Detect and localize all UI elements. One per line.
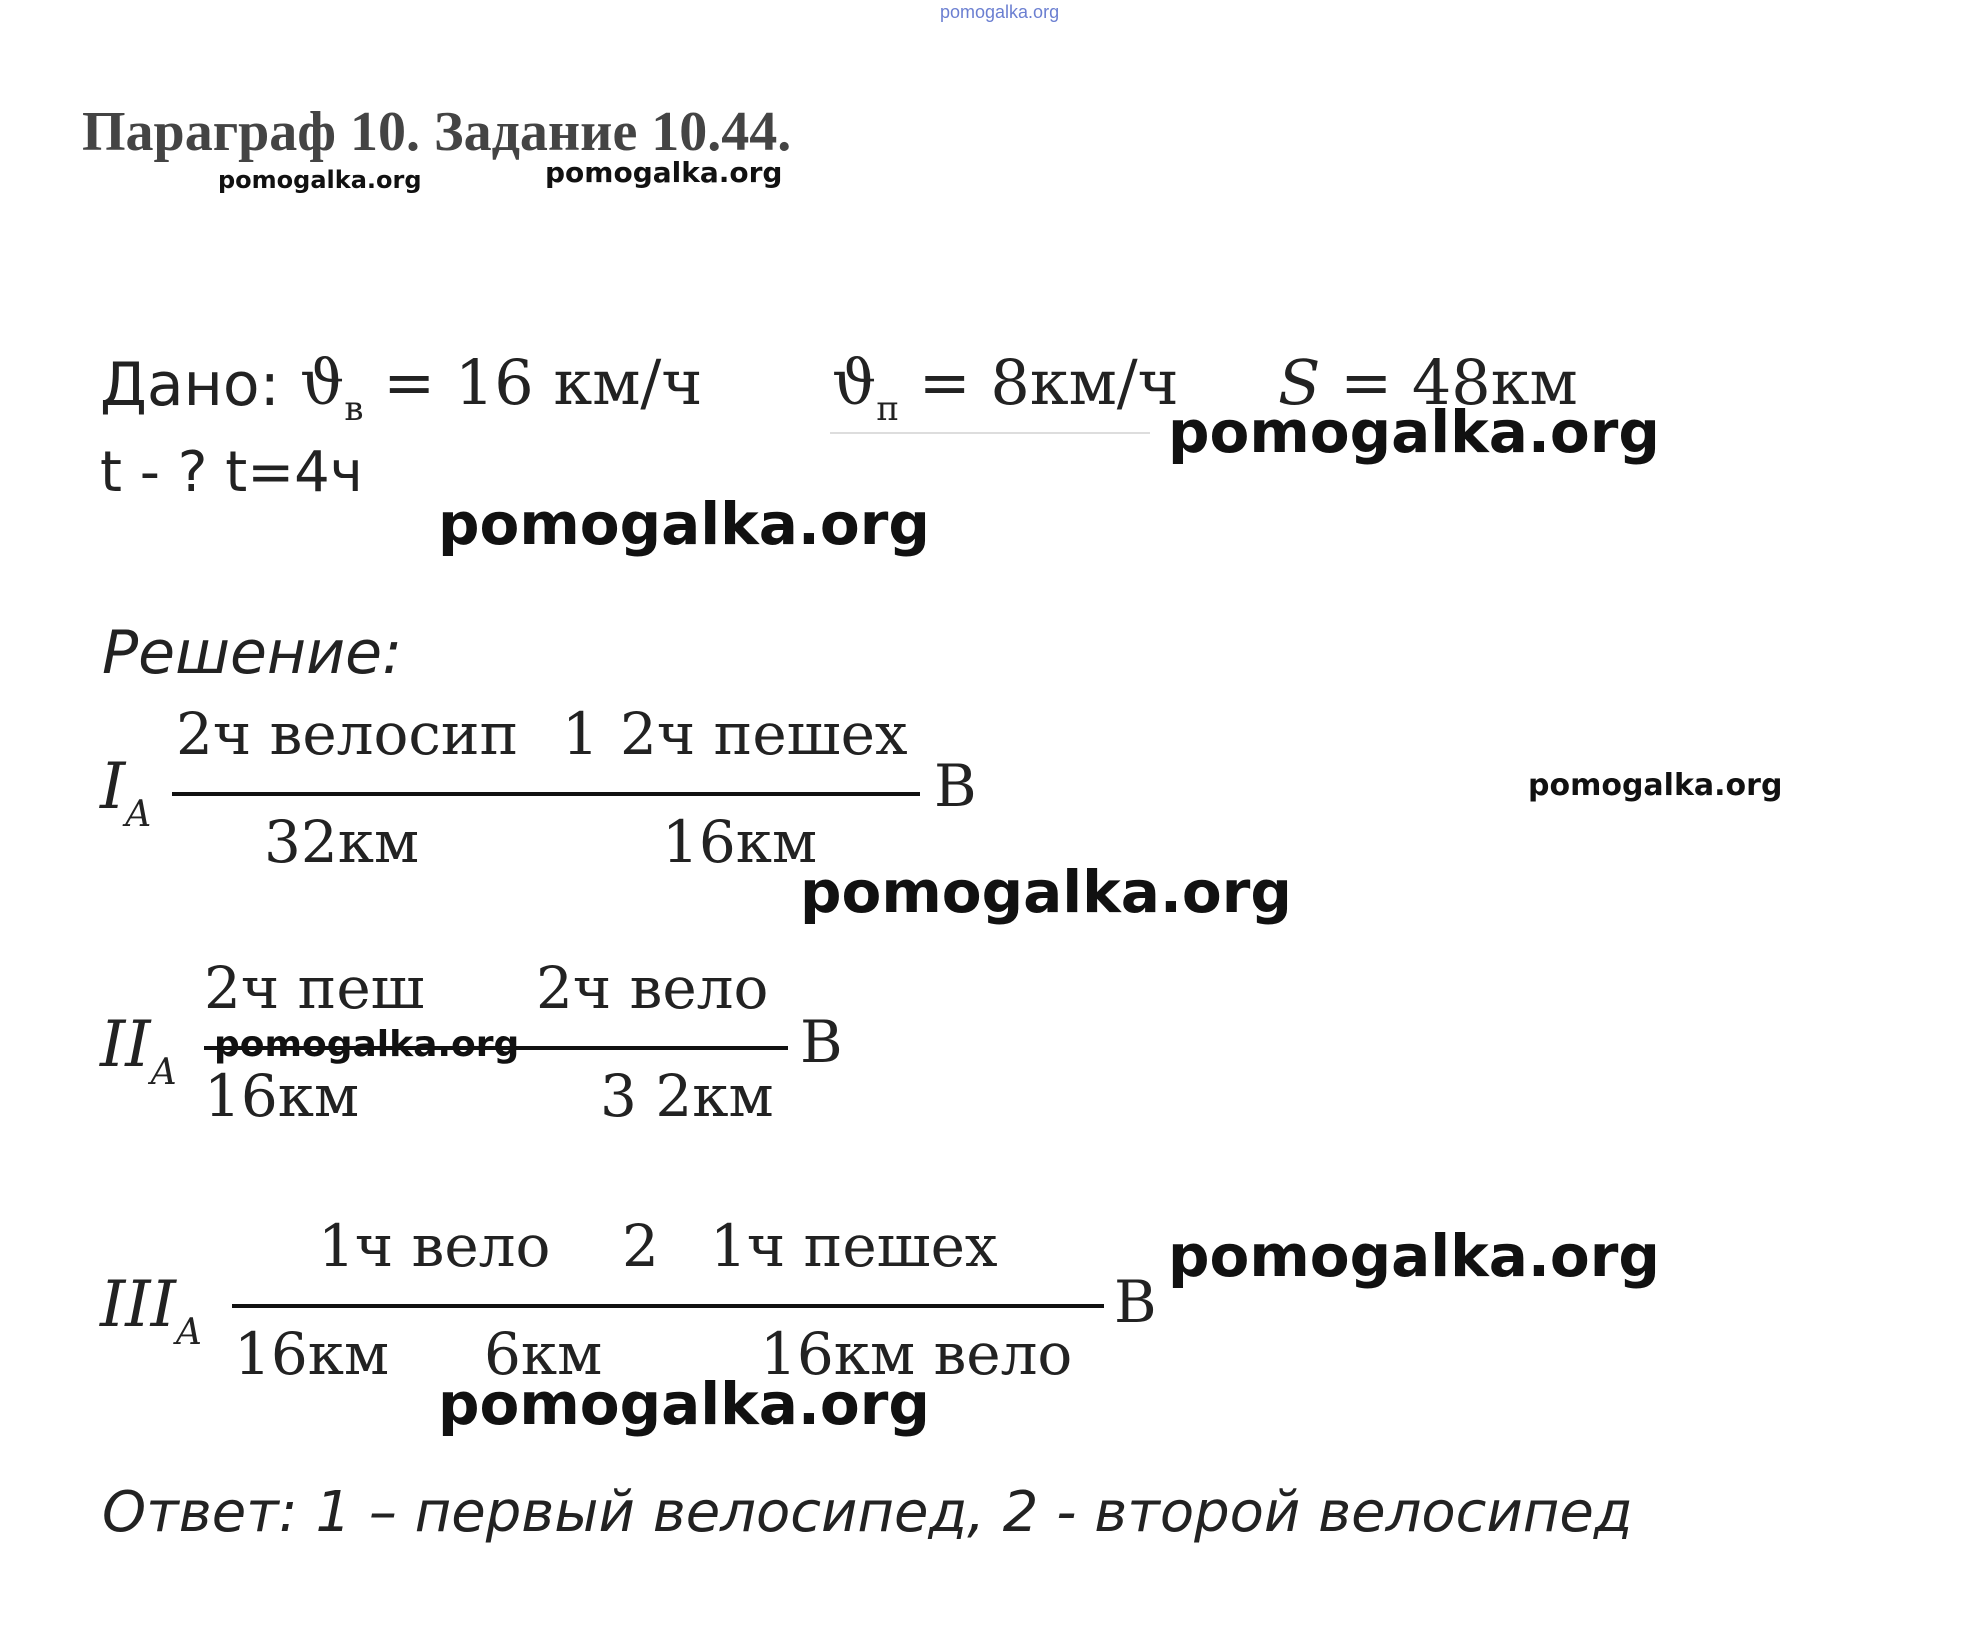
case1-numerator-right: 2ч пешех — [620, 700, 908, 768]
case3-tail: B — [1114, 1268, 1157, 1336]
case1-denominator-right: 16км — [662, 808, 818, 876]
given-underline — [830, 432, 1150, 434]
case1-numerator-left: 2ч велосип — [176, 700, 519, 768]
question-line: t - ? t=4ч — [100, 440, 363, 505]
watermark: pomogalka.org — [800, 858, 1292, 926]
given-distance: S = 48км — [1278, 346, 1578, 419]
watermark: pomogalka.org — [438, 1370, 930, 1438]
case2-denominator-left: 16км — [204, 1062, 360, 1130]
given-speed-bike: $ϑ_в = 16$ км/ч — [300, 346, 703, 429]
case3-numerator-mid: 2 — [622, 1212, 659, 1280]
case2-numerator-right: 2ч вело — [536, 954, 769, 1022]
watermark: pomogalka.org — [1528, 768, 1783, 803]
watermark-top: pomogalka.org — [940, 2, 1060, 22]
case2-label: $II_A$ — [100, 1008, 177, 1093]
case1-denominator-left: 32км — [264, 808, 420, 876]
case3-numerator-right: 1ч пешех — [710, 1212, 998, 1280]
given-label: Дано: — [100, 350, 280, 420]
case1-numerator-mid: 1 — [562, 700, 599, 768]
page-title: Параграф 10. Задание 10.44. — [82, 101, 792, 163]
given-speed-walker: $ϑ_п = 8км/ч$ — [832, 346, 1179, 429]
watermark: pomogalka.org — [1168, 398, 1660, 466]
case3-label: $III_A$ — [100, 1268, 202, 1353]
watermark: pomogalka.org — [545, 156, 783, 189]
case2-numerator-left: 2ч пеш — [204, 954, 425, 1022]
case3-fraction-bar — [232, 1304, 1104, 1308]
case1-label: $I_A$ — [100, 750, 152, 835]
case1-tail: B — [934, 752, 977, 820]
case3-denominator-left: 16км — [234, 1320, 390, 1388]
watermark: pomogalka.org — [438, 490, 930, 558]
case3-numerator-left: 1ч вело — [318, 1212, 551, 1280]
case3-denominator-right: 16км вело — [760, 1320, 1073, 1388]
case2-denominator-right: 3 2км — [600, 1062, 774, 1130]
case2-tail: B — [800, 1008, 843, 1076]
answer-line: Ответ: 1 – первый велосипед, 2 - второй велосипед — [102, 1480, 1633, 1545]
watermark: pomogalka.org — [218, 166, 422, 194]
solution-label: Решение: — [102, 618, 403, 688]
case1-fraction-bar — [172, 792, 920, 796]
watermark: pomogalka.org — [214, 1024, 520, 1065]
watermark: pomogalka.org — [1168, 1222, 1660, 1290]
case3-denominator-mid: 6км — [484, 1320, 603, 1388]
